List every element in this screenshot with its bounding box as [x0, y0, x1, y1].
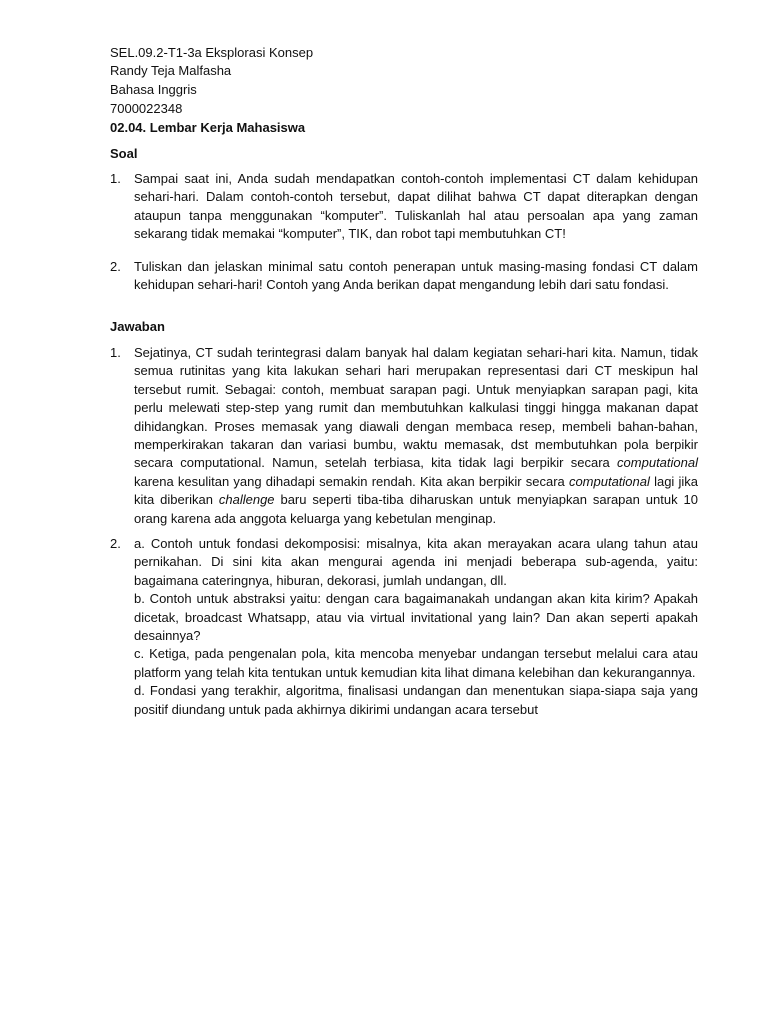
student-name: Randy Teja Malfasha: [110, 63, 232, 78]
answer-2a: a. Contoh untuk fondasi dekomposisi: misalnya, kita akan merayakan acara ulang tahun atau pernikahan. Di sini kita akan mengurai agenda ini menjadi beberapa sub-agenda, yaitu: bagaimana cateringnya, hiburan, dekorasi, jumlah undangan, dll.: [134, 536, 698, 588]
question-number: 1.: [110, 171, 121, 186]
answer-text: Sejatinya, CT sudah terintegrasi dalam banyak hal dalam kegiatan sehari-hari kita. Namun, tidak semua rutinitas yang kita lakukan sehari hari merupakan representasi dari CT meskipun hal tersebut rumit. Sebagai: contoh, membuat sarapan pagi. Untuk menyiapkan sarapan pagi, kita perlu melewati step-step yang rumit dan membutuhkan kalkulasi tinggi hingga makanan dapat dihidangkan. Proses memasak yang diawali dengan membaca resep, membeli bahan-bahan, memperkirakan takaran dan variasi bumbu, waktu memasak, dst membutuhkan pola berpikir secara computational. Namun, setelah terbiasa, kita tidak lagi berpikir secara computational karena kesulitan yang dihadapi semakin rendah. Kita akan berpikir secara computational lagi jika kita diberikan challenge baru seperti tiba-tiba diharuskan untuk menyiapkan sarapan untuk 10 orang karena ada anggota keluarga yang kebetulan menginap.: [134, 345, 699, 526]
answer-2b: b. Contoh untuk abstraksi yaitu: dengan cara bagaimanakah undangan akan kita kirim? Apakah dicetak, broadcast Whatsapp, atau via virtual invitational yang lain? Dan akan seperti apakah desainnya?: [134, 591, 698, 644]
worksheet-title: 02.04. Lembar Kerja Mahasiswa: [110, 120, 306, 135]
course-code: SEL.09.2-T1-3a Eksplorasi Konsep: [110, 45, 314, 60]
answer-number: 2.: [110, 536, 121, 551]
answer-1: [110, 344, 698, 528]
question-number: 2.: [110, 259, 121, 274]
student-id: 7000022348: [110, 101, 183, 116]
answer-2: [110, 535, 698, 719]
question-2: [110, 258, 698, 295]
answer-number: 1.: [110, 345, 121, 360]
soal-heading: Soal: [110, 146, 138, 161]
jawaban-heading: Jawaban: [110, 319, 165, 334]
answer-2d: d. Fondasi yang terakhir, algoritma, finalisasi undangan dan menentukan siapa-siapa saja yang positif diundang untuk pada akhirnya dikirimi undangan acara tersebut: [134, 683, 698, 717]
question-text: Tuliskan dan jelaskan minimal satu contoh penerapan untuk masing-masing fondasi CT dalam kehidupan sehari-hari! Contoh yang Anda berikan dapat mengandung lebih dari satu fondasi.: [134, 259, 698, 293]
question-1: [110, 170, 698, 244]
study-program: Bahasa Inggris: [110, 82, 197, 97]
answer-2c: c. Ketiga, pada pengenalan pola, kita mencoba menyebar undangan tersebut melalui cara atau platform yang telah kita tentukan untuk kemudian kita lihat dimana kelebihan dan kekurangannya.: [134, 646, 698, 680]
question-text: Sampai saat ini, Anda sudah mendapatkan contoh-contoh implementasi CT dalam kehidupan sehari-hari. Dalam contoh-contoh tersebut, dapat dilihat bahwa CT dapat diterapkan dengan ataupun tanpa menggunakan “komputer”. Tuliskanlah hal atau persoalan apa yang zaman sekarang tidak memakai “komputer”, TIK, dan robot tapi membutuhkan CT!: [134, 171, 698, 242]
